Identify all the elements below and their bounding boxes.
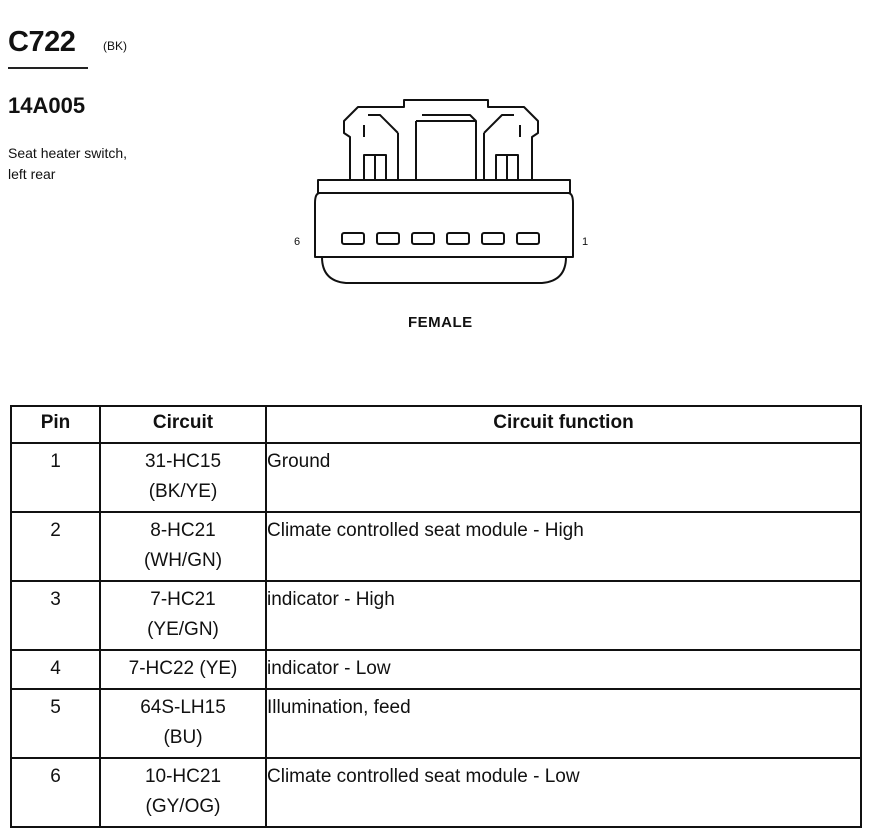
pin-cavity [377,233,399,244]
connector-color: (BK) [103,39,127,53]
column-header-pin: Pin [11,406,100,443]
connector-latch-outline [344,100,538,180]
table-row [11,581,861,650]
function-cell: indicator - High [266,581,861,650]
column-header-function: Circuit function [266,406,861,443]
description-line: Seat heater switch, [8,145,128,161]
pin-cavity [447,233,469,244]
connector-gender: FEMALE [408,314,473,331]
pin-cavities [342,233,539,244]
connector-id-underline [8,67,88,69]
circuit-color: (BU) [163,727,203,748]
circuit-color: (BK/YE) [148,481,218,502]
table-row [11,443,861,512]
pin-cavity [342,233,364,244]
circuit-number: 64S-LH15 [140,697,226,718]
pinout-table [10,405,862,828]
circuit-color: (WH/GN) [143,550,223,571]
pin-cell: 1 [11,443,100,512]
circuit-cell [100,443,266,512]
part-number: 14A005 [8,93,86,118]
function-cell: indicator - Low [266,650,861,689]
connector-body-top [318,180,570,193]
table-row [11,689,861,758]
column-header-circuit: Circuit [100,406,266,443]
circuit-number: 10-HC21 [144,766,222,787]
table-header-row [11,406,861,443]
circuit-number: 8-HC21 [150,520,216,541]
pin-cavity [517,233,539,244]
pin-cell: 6 [11,758,100,827]
circuit-cell [100,512,266,581]
connector-latch-center [416,121,476,180]
pin-cell: 5 [11,689,100,758]
circuit-color: (YE/GN) [147,619,219,640]
function-cell: Climate controlled seat module - Low [266,758,861,827]
pin-cavity [412,233,434,244]
function-cell: Illumination, feed [266,689,861,758]
connector-face-diagram [280,85,600,300]
connector-body [315,193,573,257]
circuit-color: (GY/OG) [145,796,221,817]
circuit-cell [100,581,266,650]
connector-body-bottom [322,257,566,283]
description-line: left rear [8,166,56,182]
pin-cell: 3 [11,581,100,650]
circuit-cell [100,758,266,827]
circuit-number: 7-HC21 [150,589,216,610]
function-cell: Ground [266,443,861,512]
connector-id: C722 [8,26,76,58]
circuit-number: 7-HC22 (YE) [128,658,238,679]
pin-cavity [482,233,504,244]
circuit-cell [100,689,266,758]
pin-cell: 2 [11,512,100,581]
circuit-number: 31-HC15 [144,451,222,472]
table-row [11,758,861,827]
connector-description [8,143,178,185]
circuit-cell [100,650,266,689]
table-row [11,650,861,689]
table-row [11,512,861,581]
function-cell: Climate controlled seat module - High [266,512,861,581]
pin-label-left: 6 [294,236,301,248]
pin-label-right: 1 [582,236,589,248]
pin-cell: 4 [11,650,100,689]
